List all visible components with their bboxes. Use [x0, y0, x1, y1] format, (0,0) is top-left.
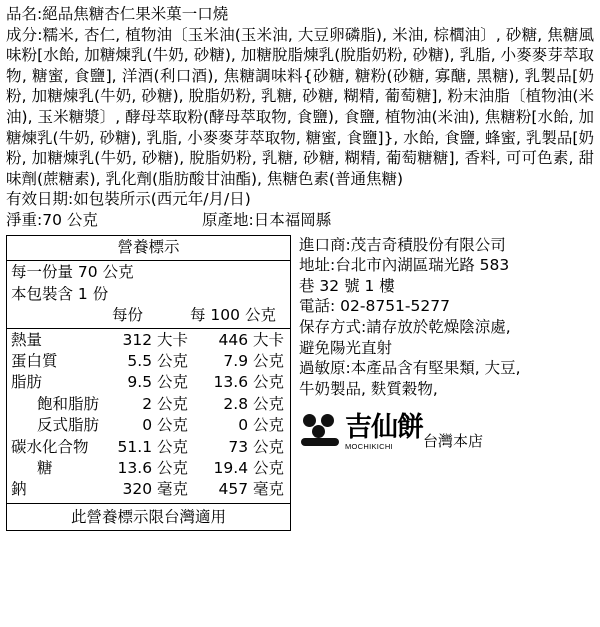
product-name-value: 絕品焦糖杏仁果米菓一口燒	[42, 5, 229, 23]
nutrition-rows	[7, 329, 290, 503]
table-row	[11, 458, 286, 479]
ingredients-block	[6, 25, 594, 190]
storage-line-2: 避免陽光直射	[299, 338, 393, 357]
row-per-100g: 0 公克	[238, 416, 284, 435]
row-per-serving: 13.6 公克	[117, 458, 188, 477]
row-per-serving: 2 公克	[142, 394, 188, 413]
allergen-line-2: 牛奶製品, 麩質穀物,	[299, 379, 438, 398]
table-row	[11, 351, 286, 372]
row-label: 糖	[37, 458, 53, 477]
row-per-serving: 0 公克	[142, 416, 188, 435]
nutrition-footer-note: 此營養標示限台灣適用	[7, 503, 290, 530]
ingredients-text: 糯米, 杏仁, 植物油〔玉米油(玉米油, 大豆卵磷脂), 米油, 棕櫚油〕, 砂糖, 焦糖風味粉[水飴, 加糖煉乳(牛奶, 砂糖), 加糖脫脂煉乳(脫脂奶粉, 砂糖), 乳脂, 小麥麥芽萃取物, 糖蜜, 食鹽], 洋酒(利口酒), 焦糖調味料{砂糖, 糖粉(砂糖, 寡醣, 黑糖), 乳製品[奶粉, 加糖煉乳(牛奶, 砂糖), 脫脂奶粉, 乳糖, 砂糖, 糊精, 葡萄糖], 粉末油脂〔植物油(米油), 玉米糖漿〕, 酵母萃取粉(酵母萃取物, 食鹽), 食鹽, 植物油(米油), 焦糖粉[水飴, 加糖煉乳(牛奶, 砂糖), 乳脂, 小麥麥芽萃取物, 糖蜜, 食鹽]}, 水飴, 食鹽, 蜂蜜, 乳製品[奶粉, 加糖煉乳(牛奶, 砂糖), 脫脂奶粉, 乳糖, 砂糖, 糊精, 葡萄糖糖], 香料, 可可色素, 甜味劑(蔗糖素), 乳化劑(脂肪酸甘油酯), 焦糖色素(普通焦糖)	[6, 25, 594, 188]
weight-cell	[6, 210, 202, 231]
logo-brand-name: 吉仙餅	[345, 411, 423, 443]
ingredients-label: 成分:	[6, 25, 43, 44]
table-row	[11, 415, 286, 436]
nutrition-column-headers	[7, 305, 290, 329]
mochikichi-logo-icon	[299, 411, 345, 453]
table-row	[11, 330, 286, 351]
table-row	[11, 479, 286, 500]
weight-label: 淨重:	[6, 210, 43, 229]
origin-label: 原產地:	[202, 210, 254, 229]
origin-value: 日本福岡縣	[253, 210, 332, 229]
allergen-line-1: 過敏原:本產品含有堅果類, 大豆,	[299, 359, 521, 378]
row-per-100g: 446 大卡	[218, 330, 284, 349]
nutrition-table	[6, 235, 291, 531]
header-spacer	[11, 305, 112, 326]
row-label: 反式脂肪	[37, 416, 100, 435]
lower-section	[6, 235, 594, 531]
expiry-label: 有效日期:	[6, 190, 74, 209]
row-per-100g: 2.8 公克	[223, 394, 284, 413]
servings-per-pack: 本包裝含 1 份	[11, 284, 109, 303]
table-row	[11, 437, 286, 458]
brand-logo	[299, 411, 594, 453]
address-line-1: 地址:台北市內湖區瑞光路 583	[299, 256, 510, 275]
expiry-line	[6, 189, 594, 210]
logo-brand-roman: MOCHIKICHI	[345, 441, 393, 451]
row-per-serving: 9.5 公克	[127, 373, 188, 392]
logo-store-suffix: 台灣本店	[423, 432, 484, 451]
row-label: 蛋白質	[11, 351, 58, 370]
row-per-100g: 13.6 公克	[213, 373, 284, 392]
row-label: 飽和脂肪	[37, 394, 100, 413]
importer-line: 進口商:茂吉奇積股份有限公司	[299, 235, 506, 254]
weight-origin-row	[6, 210, 594, 231]
row-per-serving: 51.1 公克	[117, 437, 188, 456]
nutrition-title: 營養標示	[7, 236, 290, 261]
expiry-value: 如包裝所示(西元年/月/日)	[73, 190, 251, 209]
table-row	[11, 372, 286, 393]
row-per-serving: 320 毫克	[122, 480, 188, 499]
row-per-serving: 312 大卡	[122, 330, 188, 349]
logo-wordmark	[345, 411, 423, 451]
company-info-panel	[291, 235, 594, 531]
header-per-100g: 每 100 公克	[190, 305, 276, 324]
origin-cell	[202, 210, 594, 231]
product-name-line	[6, 4, 594, 25]
row-label: 碳水化合物	[11, 437, 89, 456]
row-label: 熱量	[11, 330, 43, 349]
nutrition-panel	[6, 235, 291, 531]
row-per-100g: 457 毫克	[218, 480, 284, 499]
serving-size: 每一份量 70 公克	[11, 262, 134, 281]
address-line-2: 巷 32 號 1 樓	[299, 276, 395, 295]
header-per-serving: 每份	[112, 305, 144, 324]
row-label: 脂肪	[11, 373, 43, 392]
table-row	[11, 394, 286, 415]
storage-line-1: 保存方式:請存放於乾燥陰涼處,	[299, 317, 511, 336]
row-per-100g: 73 公克	[228, 437, 284, 456]
row-per-100g: 7.9 公克	[223, 351, 284, 370]
row-label: 鈉	[11, 480, 27, 499]
weight-value: 70 公克	[42, 210, 98, 229]
product-name-label: 品名:	[6, 5, 43, 23]
row-per-serving: 5.5 公克	[127, 351, 188, 370]
row-per-100g: 19.4 公克	[213, 458, 284, 477]
phone-line: 電話: 02-8751-5277	[299, 297, 450, 316]
